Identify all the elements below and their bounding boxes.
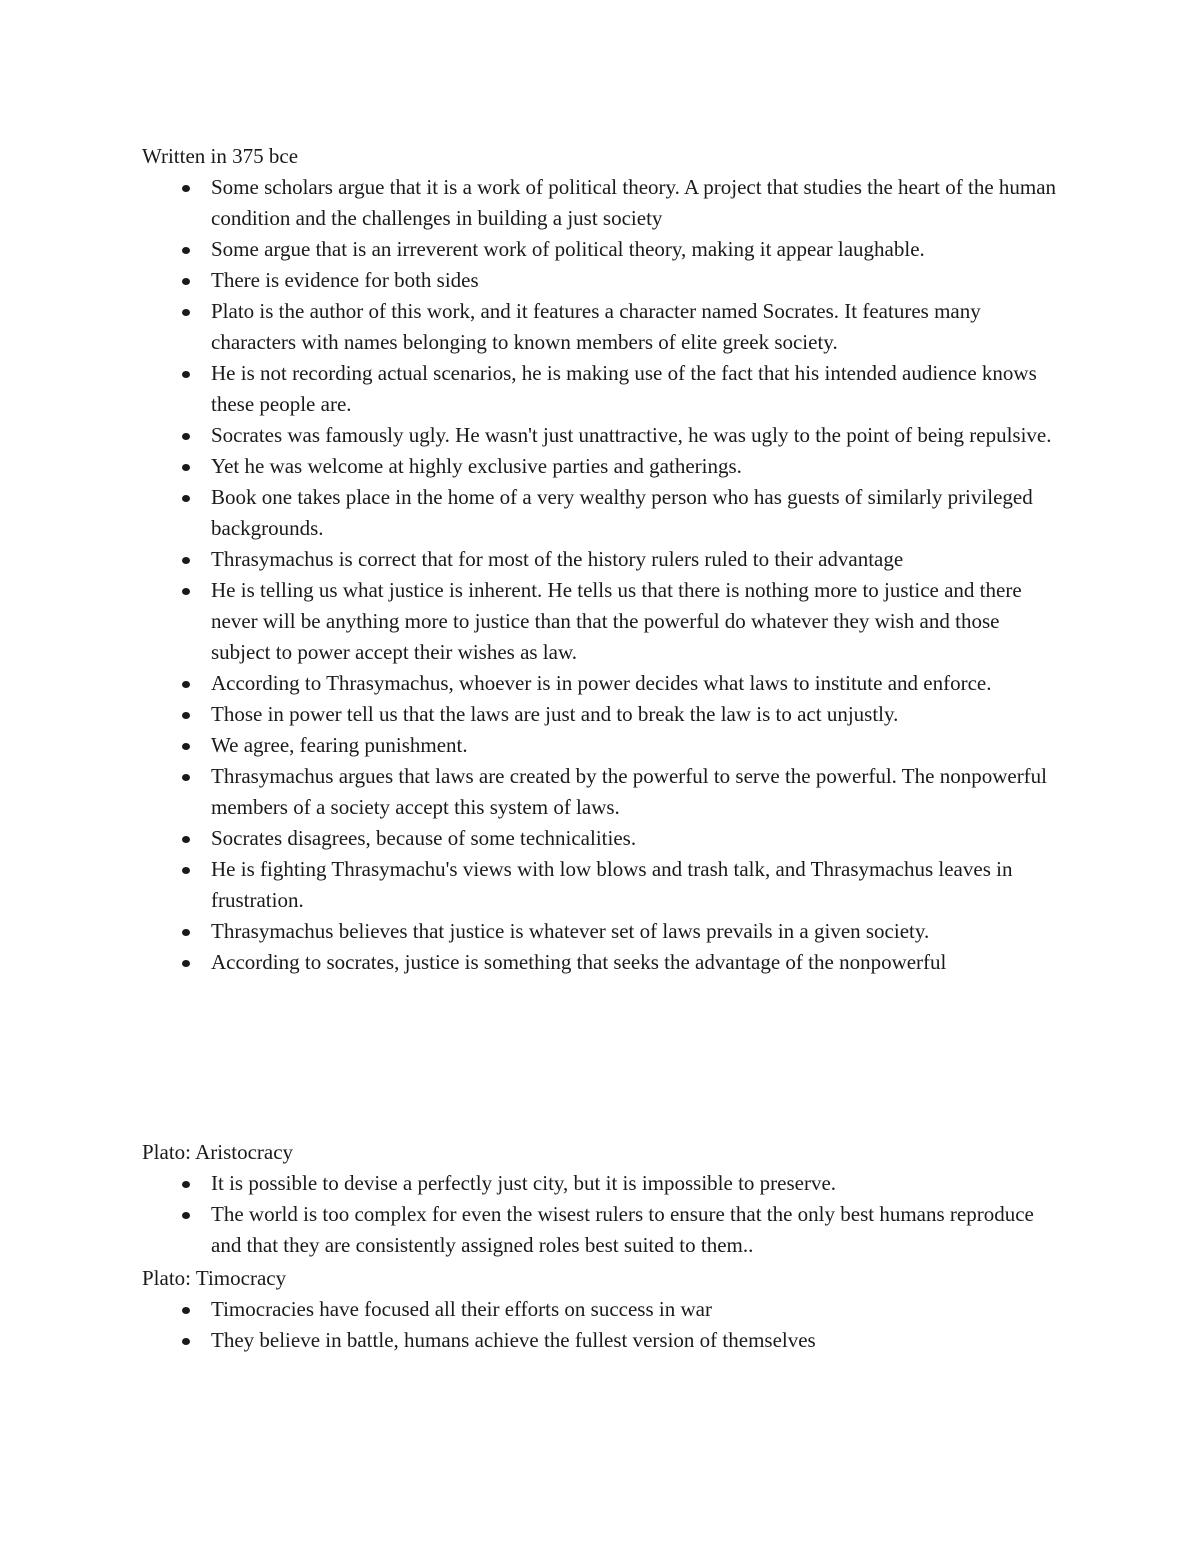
list-item-text: Socrates disagrees, because of some technicalities. [211, 826, 637, 850]
section-plato-aristocracy [142, 1137, 1062, 1261]
bullet-list [142, 1294, 1062, 1356]
bullet-dot-icon [182, 433, 190, 440]
list-item [142, 947, 1062, 978]
bullet-dot-icon [182, 309, 190, 316]
list-item [142, 730, 1062, 761]
bullet-dot-icon [182, 247, 190, 254]
section-written-in [142, 141, 1062, 978]
list-item [142, 1199, 1062, 1261]
bullet-dot-icon [182, 774, 190, 781]
bullet-dot-icon [182, 1212, 190, 1219]
list-item-text: There is evidence for both sides [211, 268, 479, 292]
list-item [142, 916, 1062, 947]
bullet-dot-icon [182, 867, 190, 874]
list-item [142, 544, 1062, 575]
list-item [142, 265, 1062, 296]
list-item [142, 854, 1062, 916]
list-item-text: Thrasymachus is correct that for most of the history rulers ruled to their advantage [211, 547, 904, 571]
bullet-dot-icon [182, 1338, 190, 1345]
bullet-dot-icon [182, 836, 190, 843]
list-item-text: We agree, fearing punishment. [211, 733, 468, 757]
bullet-dot-icon [182, 743, 190, 750]
list-item-text: Some argue that is an irreverent work of political theory, making it appear laughable. [211, 237, 925, 261]
list-item-text: It is possible to devise a perfectly just city, but it is impossible to preserve. [211, 1171, 837, 1195]
list-item [142, 761, 1062, 823]
list-item [142, 234, 1062, 265]
bullet-dot-icon [182, 278, 190, 285]
bullet-dot-icon [182, 495, 190, 502]
section-plato-timocracy [142, 1263, 1062, 1356]
section-heading: Plato: Timocracy [142, 1266, 287, 1290]
list-item-text: Those in power tell us that the laws are just and to break the law is to act unjustly. [211, 702, 899, 726]
bullet-dot-icon [182, 557, 190, 564]
list-item-text: The world is too complex for even the wisest rulers to ensure that the only best humans reproduce and that they are consistently assigned roles best suited to them.. [211, 1202, 1034, 1257]
bullet-dot-icon [182, 464, 190, 471]
bullet-dot-icon [182, 712, 190, 719]
list-item [142, 1325, 1062, 1356]
bullet-list [142, 172, 1062, 978]
list-item [142, 482, 1062, 544]
list-item-text: Thrasymachus believes that justice is whatever set of laws prevails in a given society. [211, 919, 930, 943]
list-item-text: Socrates was famously ugly. He wasn't just unattractive, he was ugly to the point of being repulsive. [211, 423, 1052, 447]
list-item [142, 699, 1062, 730]
section-heading: Written in 375 bce [142, 144, 299, 168]
section-heading: Plato: Aristocracy [142, 1140, 294, 1164]
list-item [142, 172, 1062, 234]
bullet-dot-icon [182, 185, 190, 192]
bullet-dot-icon [182, 929, 190, 936]
list-item-text: He is not recording actual scenarios, he is making use of the fact that his intended audience knows these people are. [211, 361, 1037, 416]
list-item [142, 1294, 1062, 1325]
list-item-text: They believe in battle, humans achieve the fullest version of themselves [211, 1328, 816, 1352]
bullet-dot-icon [182, 371, 190, 378]
list-item [142, 420, 1062, 451]
list-item-text: Timocracies have focused all their efforts on success in war [211, 1297, 712, 1321]
list-item-text: He is telling us what justice is inherent. He tells us that there is nothing more to justice and there never will be anything more to justice than that the powerful do whatever they wish and those subject to power accept their wishes as law. [211, 578, 1022, 664]
list-item [142, 1168, 1062, 1199]
list-item-text: Book one takes place in the home of a very wealthy person who has guests of similarly privileged backgrounds. [211, 485, 1033, 540]
list-item [142, 358, 1062, 420]
list-item-text: Some scholars argue that it is a work of political theory. A project that studies the heart of the human condition and the challenges in building a just society [211, 175, 1057, 230]
bullet-dot-icon [182, 1307, 190, 1314]
bullet-dot-icon [182, 588, 190, 595]
list-item [142, 668, 1062, 699]
list-item-text: According to Thrasymachus, whoever is in power decides what laws to institute and enforce. [211, 671, 992, 695]
bullet-dot-icon [182, 960, 190, 967]
bullet-dot-icon [182, 681, 190, 688]
list-item [142, 575, 1062, 668]
bullet-dot-icon [182, 1181, 190, 1188]
bullet-list [142, 1168, 1062, 1261]
list-item [142, 296, 1062, 358]
list-item [142, 451, 1062, 482]
list-item [142, 823, 1062, 854]
list-item-text: Thrasymachus argues that laws are created by the powerful to serve the powerful. The nonpowerful members of a society accept this system of laws. [211, 764, 1048, 819]
list-item-text: Yet he was welcome at highly exclusive parties and gatherings. [211, 454, 742, 478]
list-item-text: According to socrates, justice is something that seeks the advantage of the nonpowerful [211, 950, 947, 974]
list-item-text: He is fighting Thrasymachu's views with low blows and trash talk, and Thrasymachus leaves in frustration. [211, 857, 1013, 912]
list-item-text: Plato is the author of this work, and it features a character named Socrates. It features many characters with names belonging to known members of elite greek society. [211, 299, 981, 354]
